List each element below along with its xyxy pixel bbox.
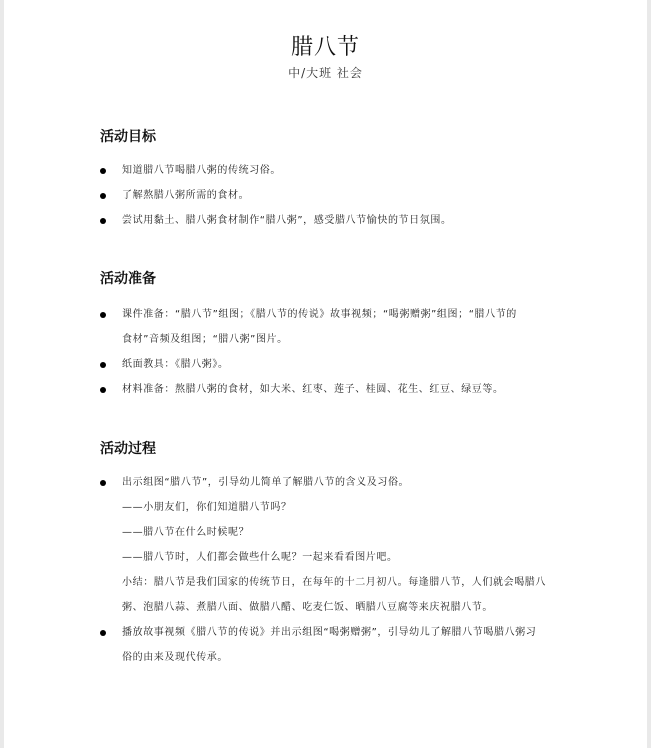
list-item: 播放故事视频《腊八节的传说》并出示组图“喝粥赠粥”，引导幼儿了解腊八节喝腊八粥习 俗的由来及现代传承。: [100, 620, 590, 670]
list-item: 了解熬腊八粥所需的食材。: [100, 183, 590, 208]
section-preparation: [100, 268, 590, 402]
bullet-icon: [100, 630, 106, 636]
bullet-icon: [100, 218, 106, 224]
list-item: 尝试用黏土、腊八粥食材制作“腊八粥”，感受腊八节愉快的节日氛围。: [100, 208, 590, 233]
bullet-icon: [100, 168, 106, 174]
process-list: [100, 470, 590, 670]
preparation-list: [100, 302, 590, 402]
page-title: 腊八节: [290, 35, 360, 60]
section-heading: 活动过程: [100, 441, 156, 457]
section-process: [100, 438, 590, 670]
list-item: 纸面教具：《腊八粥》。: [100, 352, 590, 377]
bullet-icon: [100, 362, 106, 368]
list-item: 知道腊八节喝腊八粥的传统习俗。: [100, 158, 590, 183]
page-subtitle: 中/大班 社会: [288, 66, 363, 80]
bullet-icon: [100, 312, 106, 318]
list-item: 课件准备：“腊八节”组图；《腊八节的传说》故事视频；“喝粥赠粥”组图；“腊八节的 食材”音频及组图；“腊八粥”图片。: [100, 302, 590, 352]
bullet-icon: [100, 193, 106, 199]
bullet-icon: [100, 387, 106, 393]
section-heading: 活动准备: [100, 271, 156, 287]
goals-list: [100, 158, 590, 233]
section-goals: [100, 126, 590, 233]
list-item: 材料准备：熬腊八粥的食材，如大米、红枣、莲子、桂圆、花生、红豆、绿豆等。: [100, 377, 590, 402]
list-item: 出示组图“腊八节”，引导幼儿简单了解腊八节的含义及习俗。 ——小朋友们，你们知道腊八节吗？ ——腊八节在什么时候呢？ ——腊八节时，人们都会做些什么呢？一起来看看图片吧。 小结：腊八节是我们国家的传统节日，在每年的十二月初八。每逢腊八节，人们就会喝腊八 粥、泡腊八蒜、煮腊八面、做腊八醋、吃麦仁饭、晒腊八豆腐等来庆祝腊八节。: [100, 470, 590, 620]
section-heading: 活动目标: [100, 129, 156, 145]
bullet-icon: [100, 480, 106, 486]
